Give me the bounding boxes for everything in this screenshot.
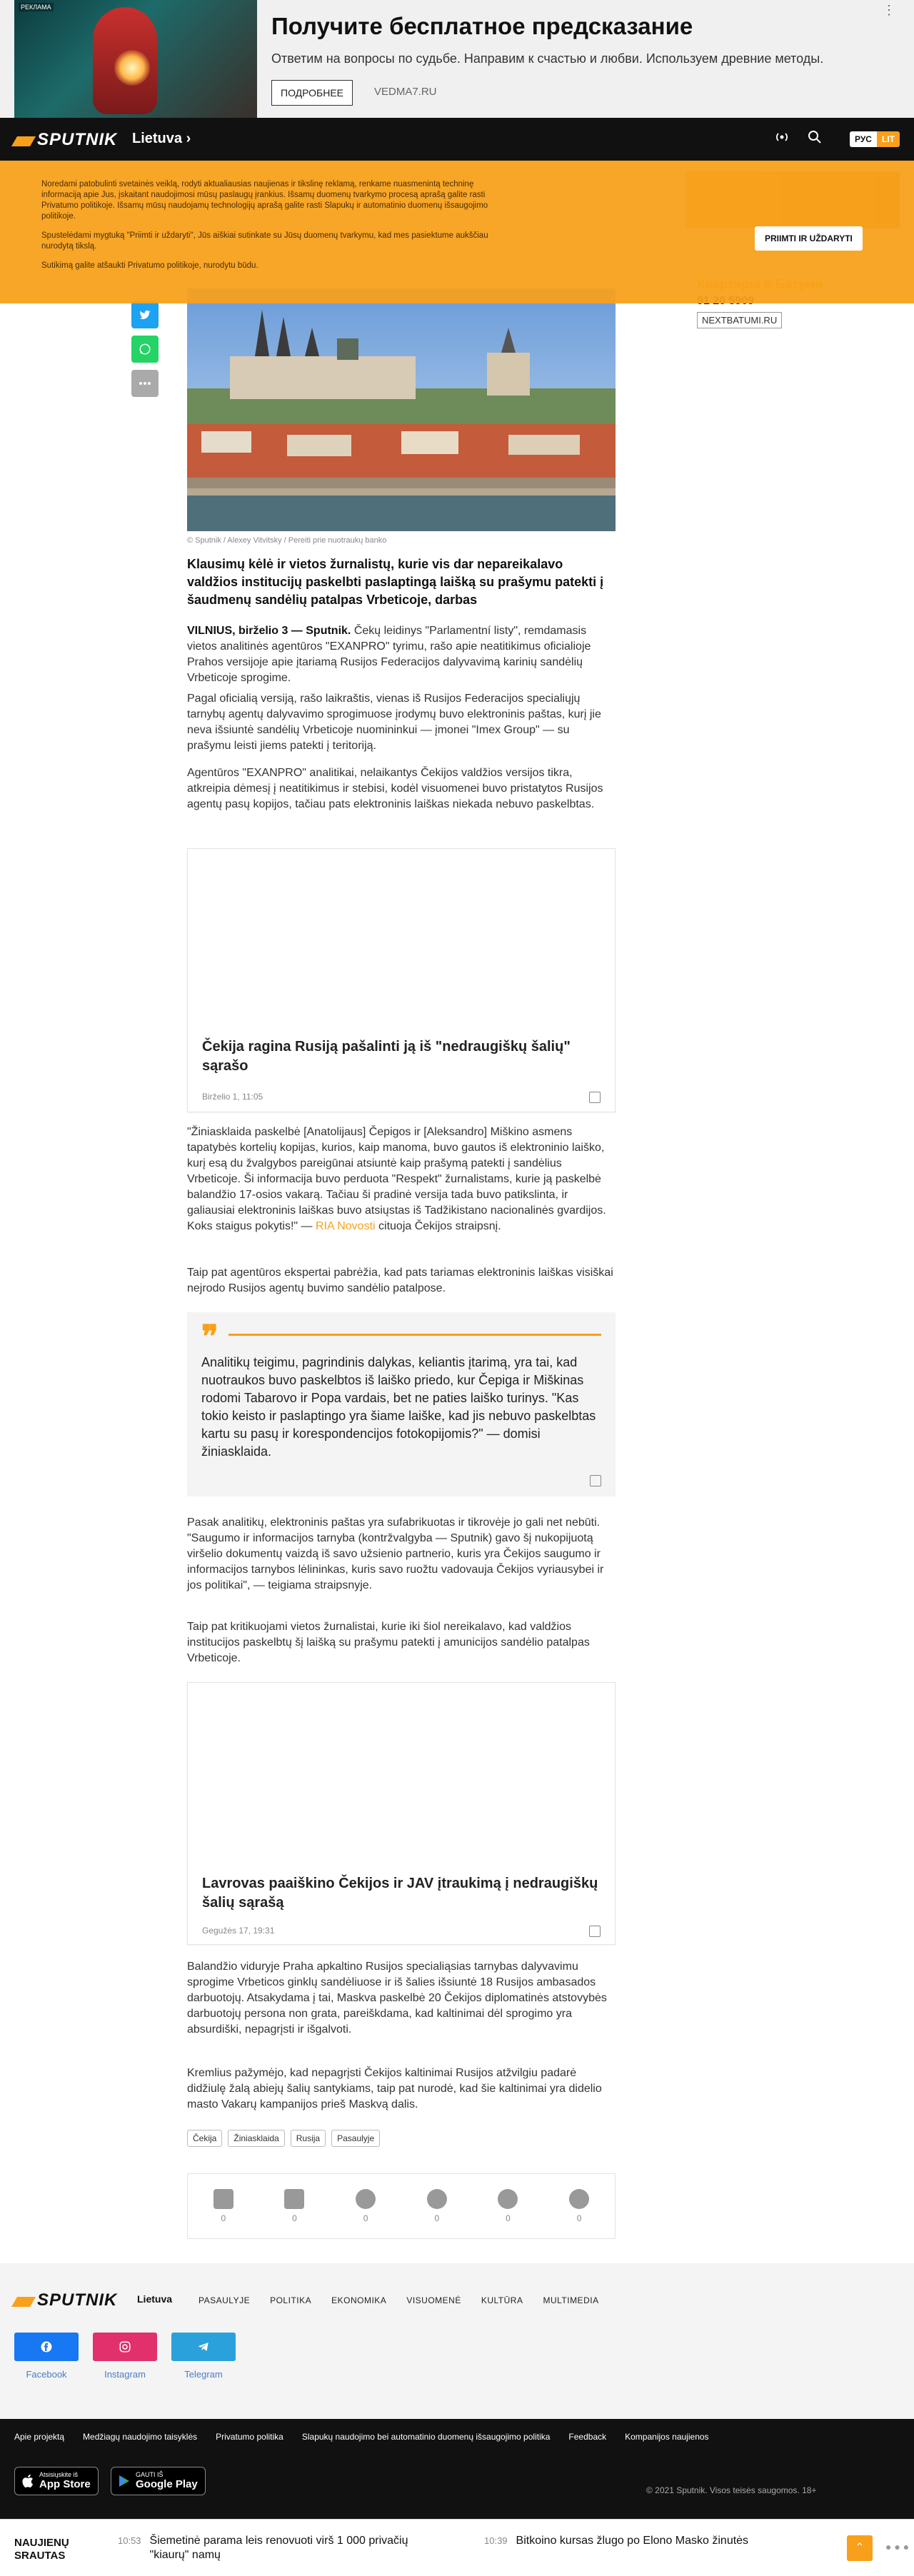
quote-divider [228,1334,601,1336]
cookie-text-3: Sutikimą galite atšaukti Privatumo politikoje, nurodytu būdu. [41,261,258,270]
sad-face-icon [498,2189,518,2209]
tag-item[interactable]: Čekija [187,2130,222,2147]
sidebar-ad-button[interactable]: NEXTBATUMI.RU [697,312,782,328]
reaction-laugh[interactable] [356,2189,376,2223]
article-paragraph-4 [187,1125,616,1234]
ad-glow [114,50,150,86]
apple-icon [22,2474,34,2488]
reaction-dislike[interactable] [284,2189,304,2223]
ad-title[interactable]: Получите бесплатное предсказание [271,13,693,39]
thumbs-down-icon [284,2189,304,2209]
site-footer [0,2263,914,2419]
ticker-label: NAUJIENŲ SRAUTAS [14,2537,69,2562]
article-paragraph-7: Taip pat kritikuojami vietos žurnalistai, kurie iki šiol nereikalavo, kad valdžios institucijos paskelbtų šį laišką su prašymu patekti į amunicijos sandėlio patalpas Vrbeticoje. [187,1621,590,1664]
tag-item[interactable]: Pasaulyje [331,2130,380,2147]
app-store-label: App Store [39,2478,91,2490]
radio-icon[interactable] [775,130,789,144]
instagram-label[interactable]: Instagram [104,2369,146,2380]
reaction-count: 0 [221,2213,226,2223]
lang-lt[interactable]: LIT [877,131,900,147]
legal-link[interactable]: Kompanijos naujienos [625,2432,709,2442]
reaction-count: 0 [434,2213,440,2223]
edition-label: Lietuva [132,131,183,146]
chevron-right-icon: › [186,131,191,146]
cookie-banner [0,161,914,303]
ticker-time: 10:39 [484,2535,508,2546]
reaction-count: 0 [576,2213,582,2223]
share-icon[interactable] [590,1475,601,1486]
telegram-label[interactable]: Telegram [184,2369,223,2380]
footer-nav [199,2295,599,2305]
ticker-text[interactable]: Bitkoino kursas žlugo po Elono Masko žinutės [516,2535,749,2547]
footer-nav-item[interactable]: PASAULYJE [199,2295,251,2305]
ad-menu-icon[interactable]: ⋮ [883,3,895,17]
related-article-date: Gegužės 17, 19:31 [202,1926,275,1936]
article-lead: Klausimų kėlė ir vietos žurnalistų, kurie vis dar nepareikalavo valdžios institucijų paskelbti paslaptingą laišką su prašymu patekti į šaudmenų sandėlių patalpas Vrbeticoje, darbas [187,557,604,607]
site-header [0,118,914,161]
ria-novosti-link[interactable]: RIA Novosti [315,1220,376,1232]
facebook-icon [40,2340,53,2353]
telegram-button[interactable] [171,2333,236,2361]
paragraph-4-tail: cituoja Čekijos straipsnį. [378,1220,501,1232]
article-paragraph-5: Taip pat agentūros ekspertai pabrėžia, kad pats tariamas elektroninis laiškas visiškai nejrodo Rusijos agentų buvimo sandėlio patalpose. [187,1267,613,1294]
copyright: © 2021 Sputnik. Visos teisės saugomos. 18+ [646,2485,817,2495]
ad-banner[interactable] [0,0,914,118]
prague-skyline-illustration [187,288,616,531]
language-switch[interactable] [850,131,900,147]
google-play-label: Google Play [136,2478,198,2490]
related-article-image[interactable] [188,849,615,1020]
app-store-small: Atsisiųskite iš [39,2471,79,2478]
more-share-button[interactable] [131,370,159,397]
google-play-icon [119,2475,130,2487]
footer-nav-item[interactable]: EKONOMIKA [331,2295,387,2305]
accept-cookies-button[interactable]: PRIIMTI IR UŽDARYTI [755,226,863,251]
footer-logo-text: SPUTNIK [37,2290,118,2310]
related-article-date: Birželio 1, 11:05 [202,1092,263,1102]
whatsapp-share-button[interactable] [131,336,159,363]
image-caption[interactable]: © Sputnik / Alexey Vitvitsky / Pereiti prie nuotraukų banko [187,536,387,545]
ad-tag: РЕКЛАМА [19,3,54,11]
related-article-image[interactable] [188,1683,615,1854]
paragraph-4-text: "Žiniasklaida paskelbė [Anatolijaus] Čepigos ir [Aleksandro] Miškino asmens tapatybės kortelių kopijas, kurios, kaip manoma, buvo gautos iš elektroninio laiško, kurį esą du žvalgybos pareigūnai atsiuntė kaip prašymą patekti į sandėlius Vrbeticoje. Ši informacija buvo perduota "Respekt" žurnalistams, kurie ją paskelbė balandžio 17-osios vakarą. Tačiau ši pradinė versija tada buvo patikslinta, ir galiausiai elektroninis laiškas buvo atsiųstas iš Tadžikistano nacionalinės gvardijos. Koks staigus pokytis!" — [187,1126,606,1232]
sputnik-logo[interactable] [14,130,117,150]
instagram-button[interactable] [93,2333,157,2361]
article-paragraph-9: Kremlius pažymėjo, kad nepagrįsti Čekijos kaltinimai Rusijos atžvilgiu padarė didžiulę žalą abiejų šalių santykiams, taip pat nurodė, kad šie kaltinimai yra didelio masto Vakarų kampanijos prieš Maskvą dalis. [187,2067,602,2110]
legal-link[interactable]: Medžiagų naudojimo taisyklės [83,2432,198,2442]
legal-link[interactable]: Apie projektą [14,2432,65,2442]
footer-nav-item[interactable]: VISUOMENĖ [406,2295,461,2305]
ad-domain[interactable]: VEDMA7.RU [374,86,437,98]
tag-list [187,2130,380,2147]
legal-link[interactable]: Slapukų naudojimo bei automatinio duomenų išsaugojimo politika [301,2432,551,2442]
edition-selector[interactable] [132,131,191,147]
reaction-angry[interactable] [569,2189,589,2223]
footer-nav-item[interactable]: MULTIMEDIA [543,2295,599,2305]
twitter-share-button[interactable] [131,301,159,328]
telegram-icon [197,2340,210,2353]
legal-link[interactable]: Feedback [568,2432,607,2442]
legal-link[interactable]: Privatumo politika [216,2432,283,2442]
tag-item[interactable]: Žiniasklaida [228,2130,284,2147]
chevron-up-icon[interactable]: ⌃ [847,2535,873,2561]
app-store-button[interactable] [14,2467,99,2495]
google-play-button[interactable] [111,2467,206,2495]
ad-text: Ответим на вопросы по судьбе. Направим к счастью и любви. Используем древние методы. [271,51,824,66]
footer-logo[interactable] [14,2290,117,2310]
facebook-button[interactable] [14,2333,79,2361]
article-paragraph-6: Pasak analitikų, elektroninis paštas yra sufabrikuotas ir tikrovėje jo gali net nebūti. "Saugumo ir informacijos tarnyba (kontržvalgyba — Sputnik) gavo šį nukopijuotą viršelio dokumentų vaizdą iš savo užsienio partnerio, kuris yra Čekijos saugumo ir informacijos tarnybos lėlininkas, kuris savo ruožtu vadovauja Čekijos vyriausybei ir jos politikai", — teigiama straipsnyje. [187,1516,604,1591]
reaction-count: 0 [363,2213,368,2223]
surprised-face-icon [427,2189,447,2209]
related-article-title[interactable]: Čekija ragina Rusiją pašalinti ją iš "nedraugiškų šalių" sąrašo [202,1039,571,1074]
whatsapp-icon [139,343,151,356]
reaction-like[interactable] [214,2189,233,2223]
quote-mark-icon: ❞ [201,1319,219,1354]
reaction-count: 0 [506,2213,511,2223]
ad-image[interactable] [14,0,257,118]
angry-face-icon [569,2189,589,2209]
ticker-item[interactable] [118,2534,421,2562]
news-ticker [0,2519,914,2576]
search-icon[interactable] [808,130,822,144]
reaction-sad[interactable] [498,2189,518,2223]
article-paragraph-2: Pagal oficialią versiją, rašo laikraštis, vienas iš Rusijos Federacijos specialiųjų tarnybų agentų dalyvavimo sprogimuose įrodymų buvo elektroninis paštas, kurį jie neva išsiuntė sandėlių Vrbeticoje nuomininkui — įmonei "Imex Group" — su prašymu leisti jiems patekti į teritoriją. [187,693,601,752]
twitter-icon [139,308,151,321]
legal-footer [0,2419,914,2519]
footer-edition[interactable]: Lietuva [137,2293,173,2305]
laugh-face-icon [356,2189,376,2209]
logo-mark-icon [14,131,33,149]
thumbs-up-icon [214,2189,233,2209]
related-article-card[interactable] [187,1682,616,1945]
dateline: VILNIUS, birželio 3 — Sputnik. [187,625,351,637]
reaction-surprised[interactable] [427,2189,447,2223]
ad-more-button[interactable]: ПОДРОБНЕЕ [271,80,353,106]
share-icon[interactable] [589,1092,601,1103]
ticker-text[interactable]: Šiemetinė parama leis renovuoti virš 1 000 privačių "kiaurų" namų [149,2535,408,2561]
ticker-time: 10:53 [118,2535,141,2546]
footer-nav-item[interactable]: KULTŪRA [481,2295,523,2305]
reaction-count: 0 [292,2213,297,2223]
cookie-text-1: Noredami patobulinti svetainės veiklą, rodyti aktualiausias naujienas ir tikslinę reklamą, renkame nuasmenintą techninę informaciją apie Jus, įskaitant naudojimosi mūsų paslaugų įrankius. Išsamų duomenų tvarkymo procesą aprašą galite rasti Privatumo politikoje. Išsamų mūsų naudojamų technologijų aprašą galite rasti Slapukų ir automatinio duomenų išsaugojimo politikoje. [41,180,488,221]
related-article-card[interactable] [187,848,616,1112]
ticker-dots[interactable]: ● ● ● [885,2541,910,2552]
quote-text: Analitikų teigimu, pagrindinis dalykas, keliantis įtarimą, yra tai, kad nuotraukos buvo paskelbtos iš laiško priedo, kur Čepiga ir Miškinas rodomi Tabarovo ir Popa vardais, bet ne paties laiško turinys. "Kas tokio keisto ir paslaptingo yra šiame laiške, kad jis nebuvo paskelbtas kartu su pasų ir korespondencijos fotokopijomis?" — domisi žiniasklaida. [201,1355,596,1459]
related-article-title[interactable]: Lavrovas paaiškino Čekijos ir JAV įtraukimą į nedraugiškų šalių sąrašą [202,1876,598,1911]
footer-nav-item[interactable]: POLITIKA [270,2295,312,2305]
cookie-text-2: Spustelėdami mygtuką "Priimti ir uždaryti", Jūs aiškiai sutinkate su Jūsų duomenų tvarkymu, kad mes pasiektume aukščiau nurodytą tikslą. [41,231,488,251]
more-icon [139,381,151,386]
lang-ru[interactable]: РУС [850,131,877,147]
logo-text: SPUTNIK [37,130,118,149]
google-play-small: GAUTI IŠ [136,2471,164,2478]
facebook-label[interactable]: Facebook [26,2369,67,2380]
quote-block [187,1312,616,1496]
article-paragraph-1 [187,623,616,686]
instagram-icon [119,2340,131,2353]
article-paragraph-8: Balandžio viduryje Praha apkaltino Rusijos specialiąsias tarnybas dalyvavimu sprogime Vrbeticos ginklų sandėliuose ir iš šalies išsiuntė 18 Rusijos ambasados darbuotojų. Atsakydama į tai, Maskva paskelbė 20 Čekijos diplomatinės atstovybės darbuotojų persona non grata, pareiškdama, kad kaltinimai dėl sprogimo yra absurdiški, nepagrįsti ir išgalvoti. [187,1961,607,2036]
logo-mark-icon [14,2291,33,2310]
hero-image[interactable] [187,288,616,531]
share-icon[interactable] [589,1926,601,1937]
article-paragraph-3: Agentūros "EXANPRO" analitikai, nelaikantys Čekijos valdžios versijos tikra, atkreipia dėmesį į neatitikimus ir stebisi, kodėl visuomenei buvo pristatytos Rusijos agentų pasų kopijos, tačiau pats elektroninis laiškas niekada nebuvo paskelbtas. [187,767,603,810]
ticker-item[interactable] [484,2534,788,2548]
paragraph-1-text: Čekų leidinys "Parlamentní listy", remdamasis vietos analitinės agentūros "EXANPRO" tyrimu, rašo apie neatitikimus oficialioje Prahos versijoje apie įtariamą Rusijos Federacijos dalyvavimą karinių sandėlių Vrbeticoje sprogime. [187,625,591,684]
reactions-bar [187,2173,616,2239]
tag-item[interactable]: Rusija [291,2130,326,2147]
